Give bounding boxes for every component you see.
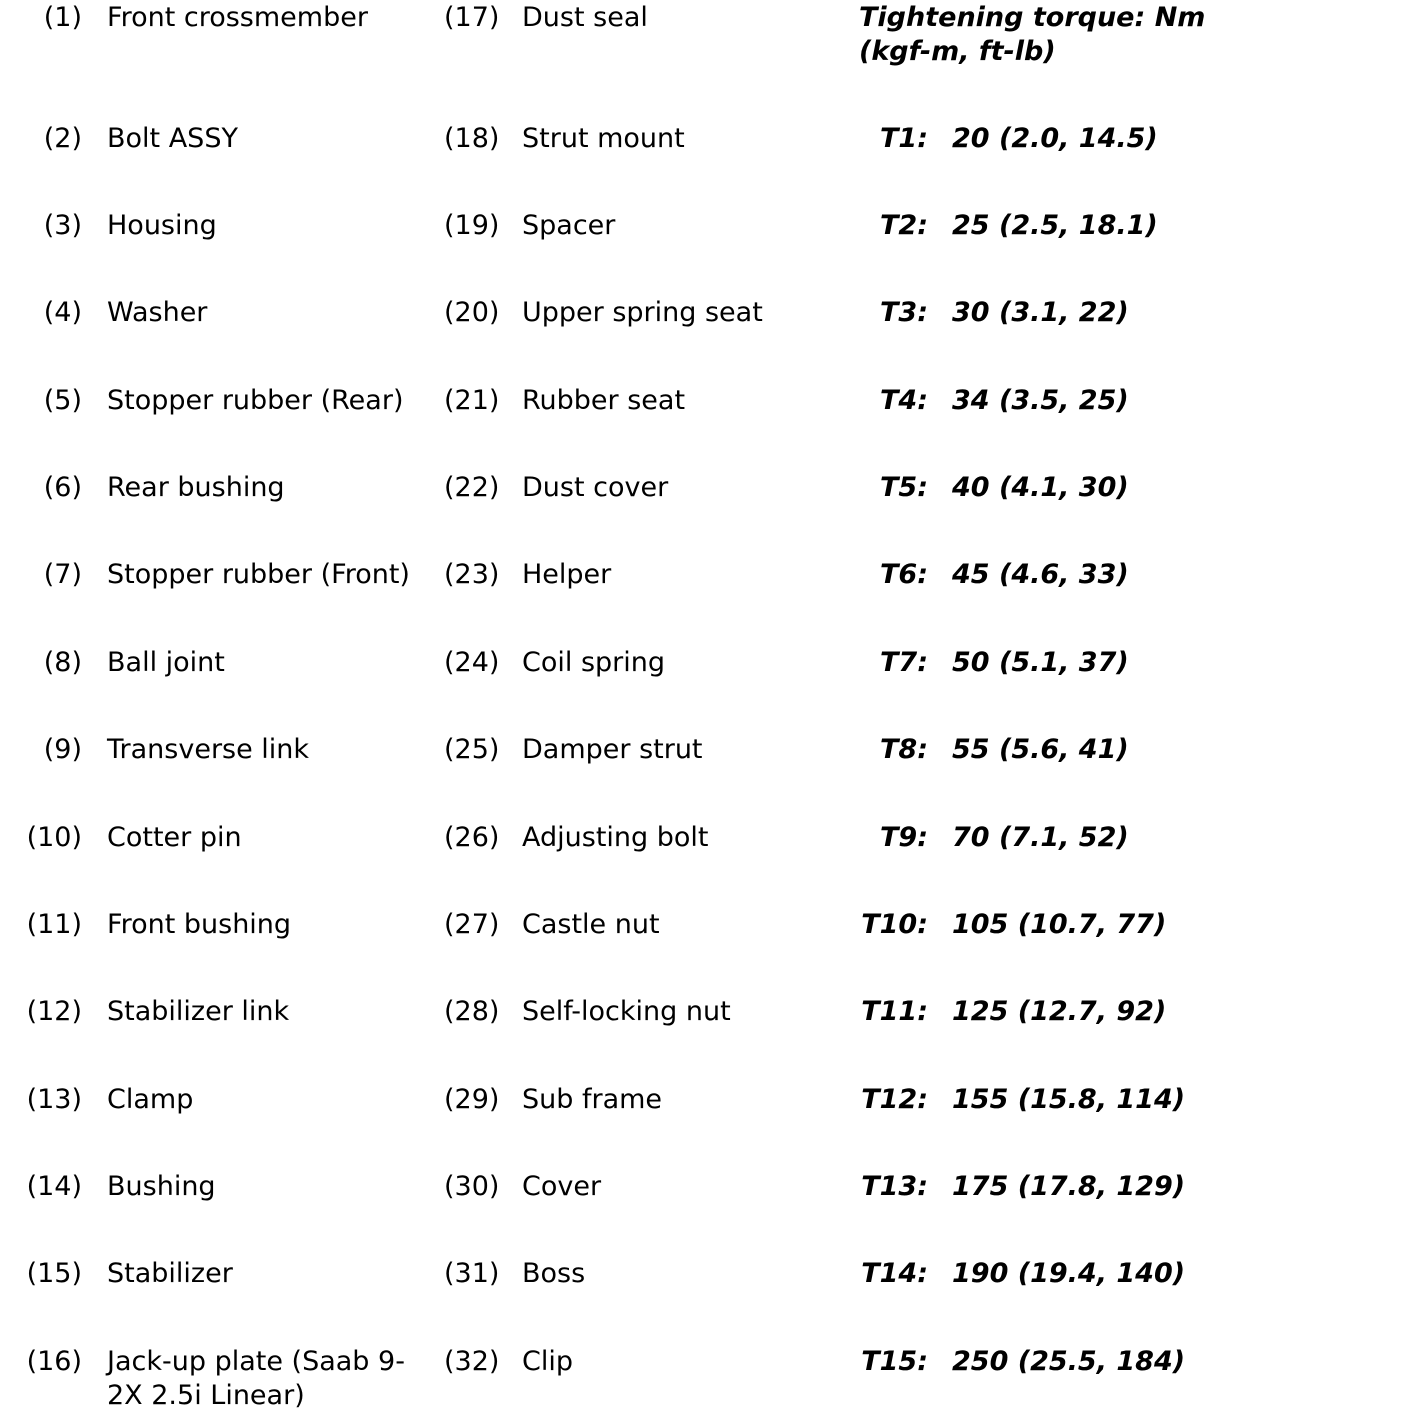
torque-value: 30 (3.1, 22) <box>952 297 1129 328</box>
part-name: Stopper rubber (Rear) <box>107 385 404 416</box>
part-name: Washer <box>107 297 208 328</box>
part-name: Coil spring <box>522 647 666 678</box>
part-name: Cover <box>522 1171 602 1202</box>
torque-key: T5: <box>879 472 928 503</box>
part-number: (8) <box>43 647 82 678</box>
torque-key: T3: <box>879 297 928 328</box>
part-name: Castle nut <box>522 909 660 940</box>
part-name: Spacer <box>522 210 616 241</box>
part-number: (12) <box>26 996 82 1027</box>
part-number: (22) <box>444 472 500 503</box>
torque-key: T6: <box>879 559 928 590</box>
part-number: (31) <box>444 1258 500 1289</box>
part-number: (27) <box>444 909 500 940</box>
part-number: (21) <box>444 385 500 416</box>
torque-value: 105 (10.7, 77) <box>952 909 1167 940</box>
torque-key: T9: <box>879 822 928 853</box>
torque-key: T11: <box>861 996 928 1027</box>
part-number: (32) <box>444 1346 500 1377</box>
part-number: (16) <box>26 1346 82 1377</box>
part-number: (24) <box>444 647 500 678</box>
part-name: Rear bushing <box>107 472 285 503</box>
part-number: (3) <box>43 210 82 241</box>
part-name: Front crossmember <box>107 2 368 33</box>
torque-value: 175 (17.8, 129) <box>952 1171 1186 1202</box>
part-number: (25) <box>444 734 500 765</box>
part-number: (23) <box>444 559 500 590</box>
torque-key: T7: <box>879 647 928 678</box>
part-name: Transverse link <box>107 734 310 765</box>
part-number: (2) <box>43 123 82 154</box>
part-number: (20) <box>444 297 500 328</box>
part-name: Upper spring seat <box>522 297 763 328</box>
part-name: Sub frame <box>522 1084 663 1115</box>
part-number: (4) <box>43 297 82 328</box>
part-name: Dust cover <box>522 472 669 503</box>
torque-value: 125 (12.7, 92) <box>952 996 1167 1027</box>
part-name: Bushing <box>107 1171 216 1202</box>
part-number: (28) <box>444 996 500 1027</box>
part-number: (17) <box>444 2 500 33</box>
part-number: (6) <box>43 472 82 503</box>
part-name: Jack-up plate (Saab 9-2X 2.5i Linear) <box>107 1346 405 1411</box>
part-number: (19) <box>444 210 500 241</box>
part-name: Clip <box>522 1346 573 1377</box>
torque-key: T15: <box>861 1346 928 1377</box>
part-name: Bolt ASSY <box>107 123 238 154</box>
torque-value: 45 (4.6, 33) <box>952 559 1129 590</box>
part-name: Housing <box>107 210 217 241</box>
part-number: (9) <box>43 734 82 765</box>
part-number: (29) <box>444 1084 500 1115</box>
part-number: (13) <box>26 1084 82 1115</box>
part-name: Stabilizer link <box>107 996 290 1027</box>
part-name: Clamp <box>107 1084 194 1115</box>
part-name: Boss <box>522 1258 586 1289</box>
torque-value: 70 (7.1, 52) <box>952 822 1129 853</box>
torque-key: T10: <box>861 909 928 940</box>
torque-value: 50 (5.1, 37) <box>952 647 1129 678</box>
torque-value: 155 (15.8, 114) <box>952 1084 1186 1115</box>
part-number: (5) <box>43 385 82 416</box>
torque-value: 34 (3.5, 25) <box>952 385 1129 416</box>
part-number: (11) <box>26 909 82 940</box>
torque-key: T1: <box>879 123 928 154</box>
part-name: Adjusting bolt <box>522 822 709 853</box>
torque-value: 55 (5.6, 41) <box>952 734 1129 765</box>
torque-value: 250 (25.5, 184) <box>952 1346 1186 1377</box>
part-name: Damper strut <box>522 734 703 765</box>
part-number: (18) <box>444 123 500 154</box>
part-number: (1) <box>43 2 82 33</box>
part-name: Strut mount <box>522 123 685 154</box>
part-name: Stopper rubber (Front) <box>107 559 410 590</box>
part-name: Self-locking nut <box>522 996 731 1027</box>
part-number: (30) <box>444 1171 500 1202</box>
torque-header: Tightening torque: Nm (kgf-m, ft-lb) <box>859 2 1206 67</box>
torque-value: 40 (4.1, 30) <box>952 472 1129 503</box>
torque-key: T12: <box>861 1084 928 1115</box>
part-number: (7) <box>43 559 82 590</box>
torque-value: 25 (2.5, 18.1) <box>952 210 1158 241</box>
torque-value: 190 (19.4, 140) <box>952 1258 1186 1289</box>
part-number: (14) <box>26 1171 82 1202</box>
part-name: Helper <box>522 559 612 590</box>
part-name: Dust seal <box>522 2 648 33</box>
part-name: Front bushing <box>107 909 292 940</box>
torque-key: T2: <box>879 210 928 241</box>
part-number: (10) <box>26 822 82 853</box>
part-number: (15) <box>26 1258 82 1289</box>
part-name: Cotter pin <box>107 822 242 853</box>
part-number: (26) <box>444 822 500 853</box>
torque-key: T14: <box>861 1258 928 1289</box>
part-name: Ball joint <box>107 647 225 678</box>
torque-key: T4: <box>879 385 928 416</box>
torque-key: T8: <box>879 734 928 765</box>
torque-value: 20 (2.0, 14.5) <box>952 123 1158 154</box>
part-name: Rubber seat <box>522 385 686 416</box>
torque-key: T13: <box>861 1171 928 1202</box>
part-name: Stabilizer <box>107 1258 233 1289</box>
